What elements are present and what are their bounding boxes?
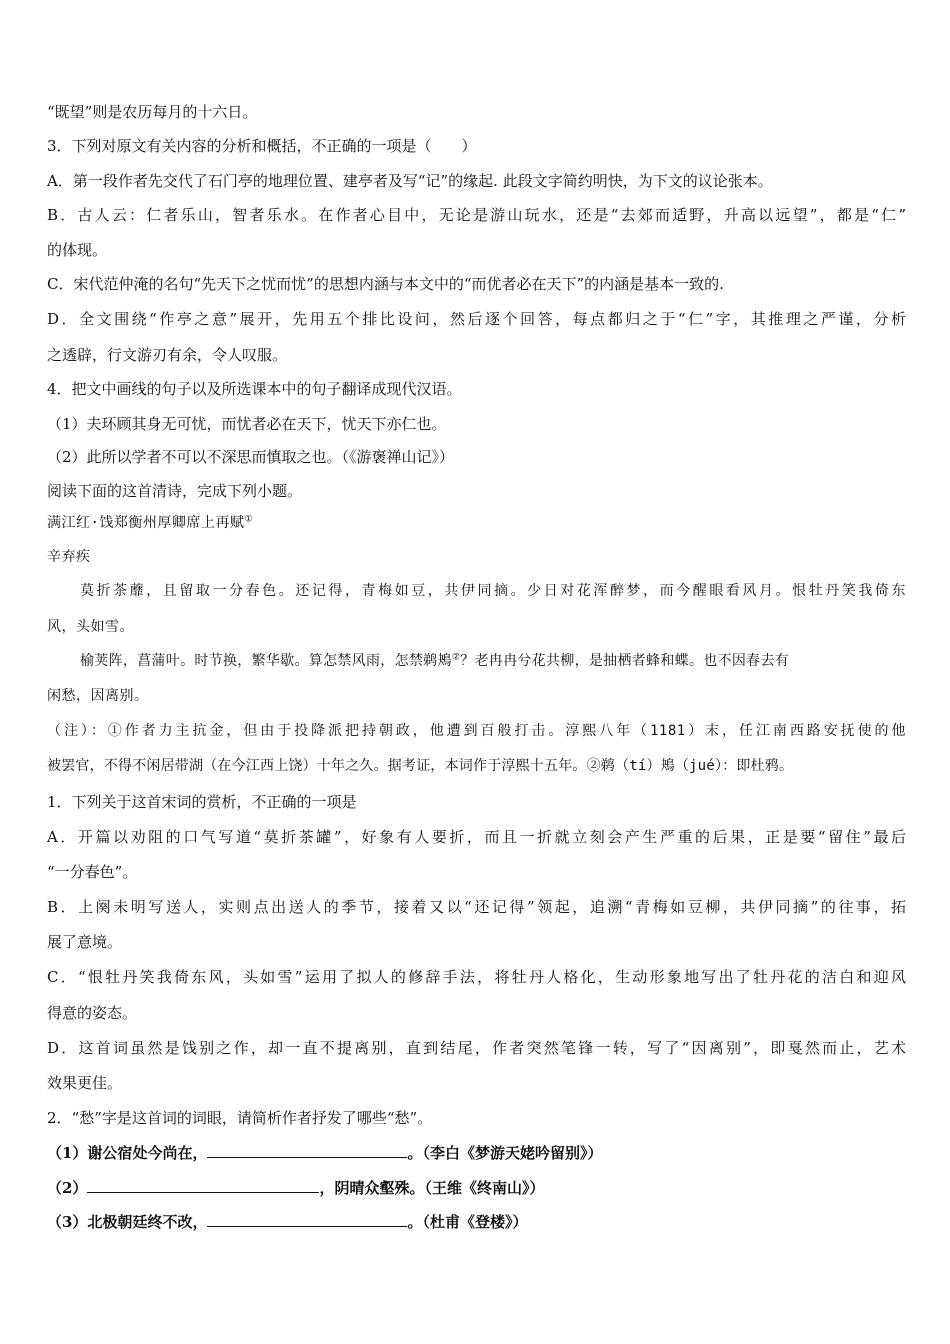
- question-1: 1．下列关于这首宋词的赏析，不正确的一项是: [47, 793, 357, 811]
- q3-option-d: D．全文围绕“作亭之意”展开，先用五个排比设问，然后逐个回答，每点都归之于“仁”字，其推理之严谨，分析: [47, 310, 906, 328]
- poem-stanza-2: 榆荚阵，菖蒲叶。时节换，繁华歇。算怎禁风雨，怎禁鹈鴂②？老冉冉兮花共柳，是抽栖者蜂和蝶。也不因春去有: [80, 652, 790, 669]
- q1-option-d-cont: 效果更佳。: [47, 1074, 123, 1092]
- poem-author: 辛弃疾: [47, 549, 91, 565]
- q4-item-2: （2）此所以学者不可以不深思而慎取之也。（《游褒禅山记》）: [47, 448, 455, 466]
- q1-option-a-cont: “一分春色”。: [47, 863, 138, 881]
- q3-option-b: B．古人云：仁者乐山，智者乐水。在作者心目中，无论是游山玩水，还是“去郊而适野，升高以远望”，都是“仁”: [47, 206, 906, 224]
- answer-blank-2[interactable]: [87, 1178, 319, 1193]
- question-3: 3．下列对原文有关内容的分析和概括，不正确的一项是（ ）: [47, 137, 477, 155]
- poem-annotation: （注）：①作者力主抗金，但由于投降派把持朝政，他遭到百般打击。淳熙八年（1181）末，任江南西路安抚使的他: [47, 723, 906, 739]
- fill-blank-1: （1）谢公宿处今尚在， 。（李白《梦游天姥吟留别》）: [47, 1144, 603, 1162]
- answer-blank-1[interactable]: [207, 1143, 407, 1158]
- q1-option-b-cont: 展了意境。: [47, 933, 123, 951]
- poem-stanza-1: 莫折茶蘼，且留取一分春色。还记得，青梅如豆，共伊同摘。少日对花浑醉梦，而今醒眼看风月。恨牡丹笑我倚东: [80, 583, 906, 599]
- poem-stanza-1-cont: 风，头如雪。: [47, 619, 134, 635]
- poem-annotation-cont: 被罢官，不得不闲居带湖（在今江西上饶）十年之久。据考证，本词作于淳熙十五年。②鹈（tí）鴂（jué）：即杜鸦。: [47, 758, 794, 774]
- question-2: 2．“愁”字是这首词的词眼，请简析作者抒发了哪些“愁”。: [47, 1109, 433, 1127]
- q3-option-c: C．宋代范仲淹的名句“先天下之忧而忧”的思想内涵与本文中的“而优者必在天下”的内涵是基本一致的.: [47, 275, 724, 293]
- answer-blank-3[interactable]: [207, 1212, 407, 1227]
- q1-option-d: D．这首词虽然是饯别之作，却一直不提离别，直到结尾，作者突然笔锋一转，写了“因离别”，即戛然而止，艺术: [47, 1039, 906, 1057]
- q3-option-d-cont: 之透辟，行文游刃有余，令人叹服。: [47, 346, 288, 364]
- poem-stanza-2-cont: 闲愁，因离别。: [47, 688, 149, 704]
- q1-option-b: B．上阕未明写送人，实则点出送人的季节，接着又以“还记得”领起，追溯“青梅如豆柳，共伊同摘”的往事，拓: [47, 898, 906, 916]
- q3-option-b-cont: 的体现。: [47, 241, 108, 259]
- q1-option-a: A．开篇以劝阻的口气写道“莫折茶罐”，好象有人要折，而且一折就立刻会产生严重的后果，正是要“留住”最后: [47, 828, 906, 846]
- fill-blank-2: （2） ，阴晴众壑殊。（王维《终南山》）: [47, 1179, 545, 1197]
- q4-item-1: （1）夫环顾其身无可忧，而忧者必在天下，忧天下亦仁也。: [47, 415, 447, 433]
- reading-instruction: 阅读下面的这首清诗，完成下列小题。: [47, 482, 303, 500]
- q3-option-a: A．第一段作者先交代了石门亭的地理位置、建亭者及写“记”的缘起. 此段文字简约明快，为下文的议论张本。: [47, 172, 773, 190]
- q1-option-c: C．“恨牡丹笑我倚东风，头如雪”运用了拟人的修辞手法，将牡丹人格化，生动形象地写出了牡丹花的洁白和迎风: [47, 968, 906, 986]
- poem-title: 满江红·饯郑衡州厚卿席上再赋①: [47, 514, 254, 531]
- fill-blank-3: （3）北极朝廷终不改， 。（杜甫《登楼》）: [47, 1213, 528, 1231]
- note-jiwang: “既望”则是农历每月的十六日。: [47, 103, 258, 121]
- q1-option-c-cont: 得意的姿态。: [47, 1004, 138, 1022]
- question-4: 4．把文中画线的句子以及所选课本中的句子翻译成现代汉语。: [47, 380, 462, 398]
